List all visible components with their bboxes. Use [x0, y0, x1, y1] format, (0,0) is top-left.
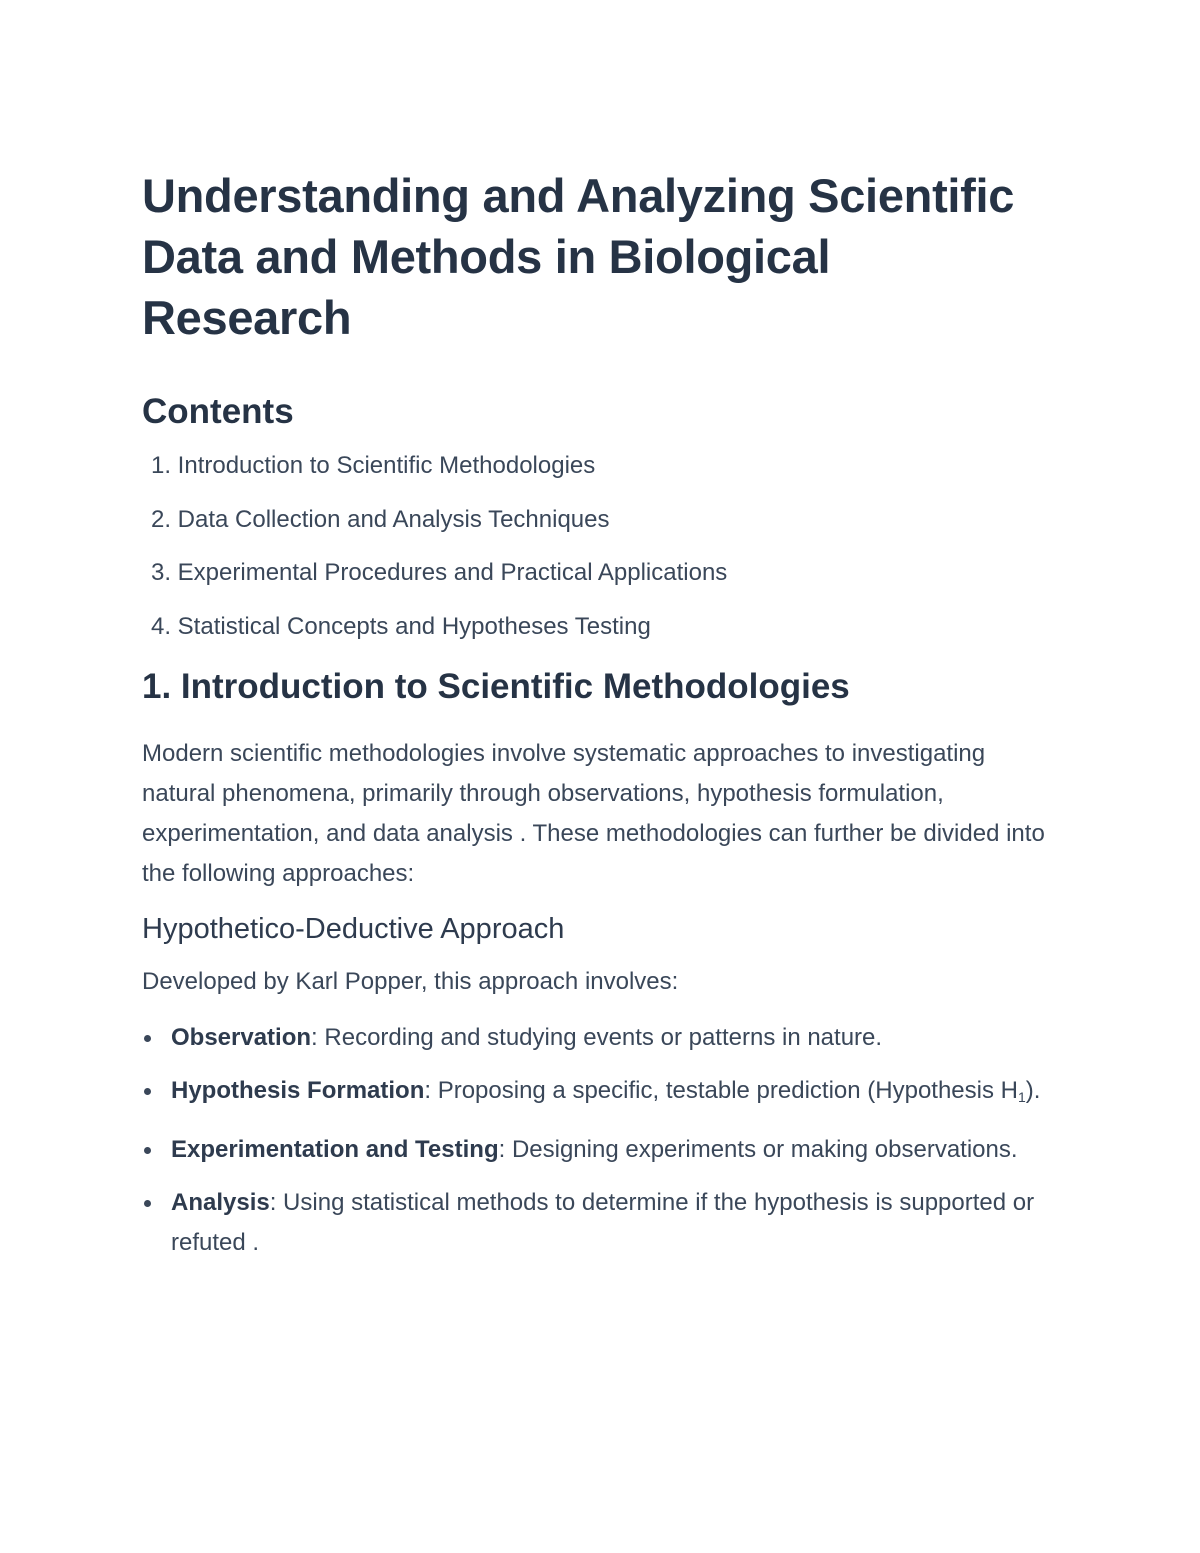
toc-item-label: Introduction to Scientific Methodologies: [177, 452, 596, 479]
toc-item[interactable]: [142, 611, 1050, 643]
section-heading: 1. Introduction to Scientific Methodologies: [142, 666, 850, 706]
approach-steps-list: [142, 1018, 1050, 1263]
contents-heading: Contents: [142, 392, 294, 431]
toc-item[interactable]: [142, 504, 1050, 536]
subscript: 1: [1017, 1088, 1026, 1105]
bullet-icon: [144, 1088, 151, 1095]
toc-item-number: 1.: [150, 452, 171, 479]
list-item-text: : Recording and studying events or patterns in nature.: [311, 1023, 883, 1051]
list-item: [142, 1130, 1050, 1170]
section-paragraph: Modern scientific methodologies involve systematic approaches to investigating natural phenomena, primarily through observations, hypothesis formulation, experimentation, and data analysis . These methodologies can further be divided into the following approaches:: [142, 739, 1045, 887]
list-item-term: Hypothesis Formation: [171, 1076, 425, 1104]
list-item: [142, 1183, 1050, 1263]
toc-item[interactable]: [142, 557, 1050, 589]
list-item: [142, 1018, 1050, 1058]
toc-item-number: 2.: [150, 505, 171, 533]
bullet-icon: [144, 1147, 151, 1154]
list-item-text: : Proposing a specific, testable prediction (Hypothesis H: [424, 1076, 1018, 1104]
toc-item-label: Statistical Concepts and Hypotheses Testing: [177, 612, 651, 640]
list-item-term: Experimentation and Testing: [171, 1135, 499, 1163]
list-item-term: Analysis: [171, 1188, 270, 1216]
bullet-icon: [144, 1035, 151, 1042]
table-of-contents: [142, 450, 1050, 643]
list-item-text: : Designing experiments or making observations.: [498, 1135, 1018, 1163]
subsection-heading: Hypothetico-Deductive Approach: [142, 912, 565, 945]
toc-item-number: 3.: [150, 559, 171, 586]
list-item-text-end: ).: [1025, 1076, 1041, 1104]
toc-item-label: Data Collection and Analysis Techniques: [177, 505, 610, 533]
bullet-icon: [144, 1200, 151, 1207]
subsection-intro: Developed by Karl Popper, this approach involves:: [142, 967, 679, 995]
list-item: [142, 1071, 1050, 1117]
list-item-text: : Using statistical methods to determine if the hypothesis is supported or refuted .: [171, 1188, 1035, 1256]
list-item-term: Observation: [171, 1023, 312, 1051]
toc-item[interactable]: [142, 450, 1050, 482]
toc-item-label: Experimental Procedures and Practical Applications: [177, 559, 728, 586]
document-title: Understanding and Analyzing Scientific Data and Methods in Biological Research: [142, 169, 1015, 344]
toc-item-number: 4.: [150, 612, 171, 640]
